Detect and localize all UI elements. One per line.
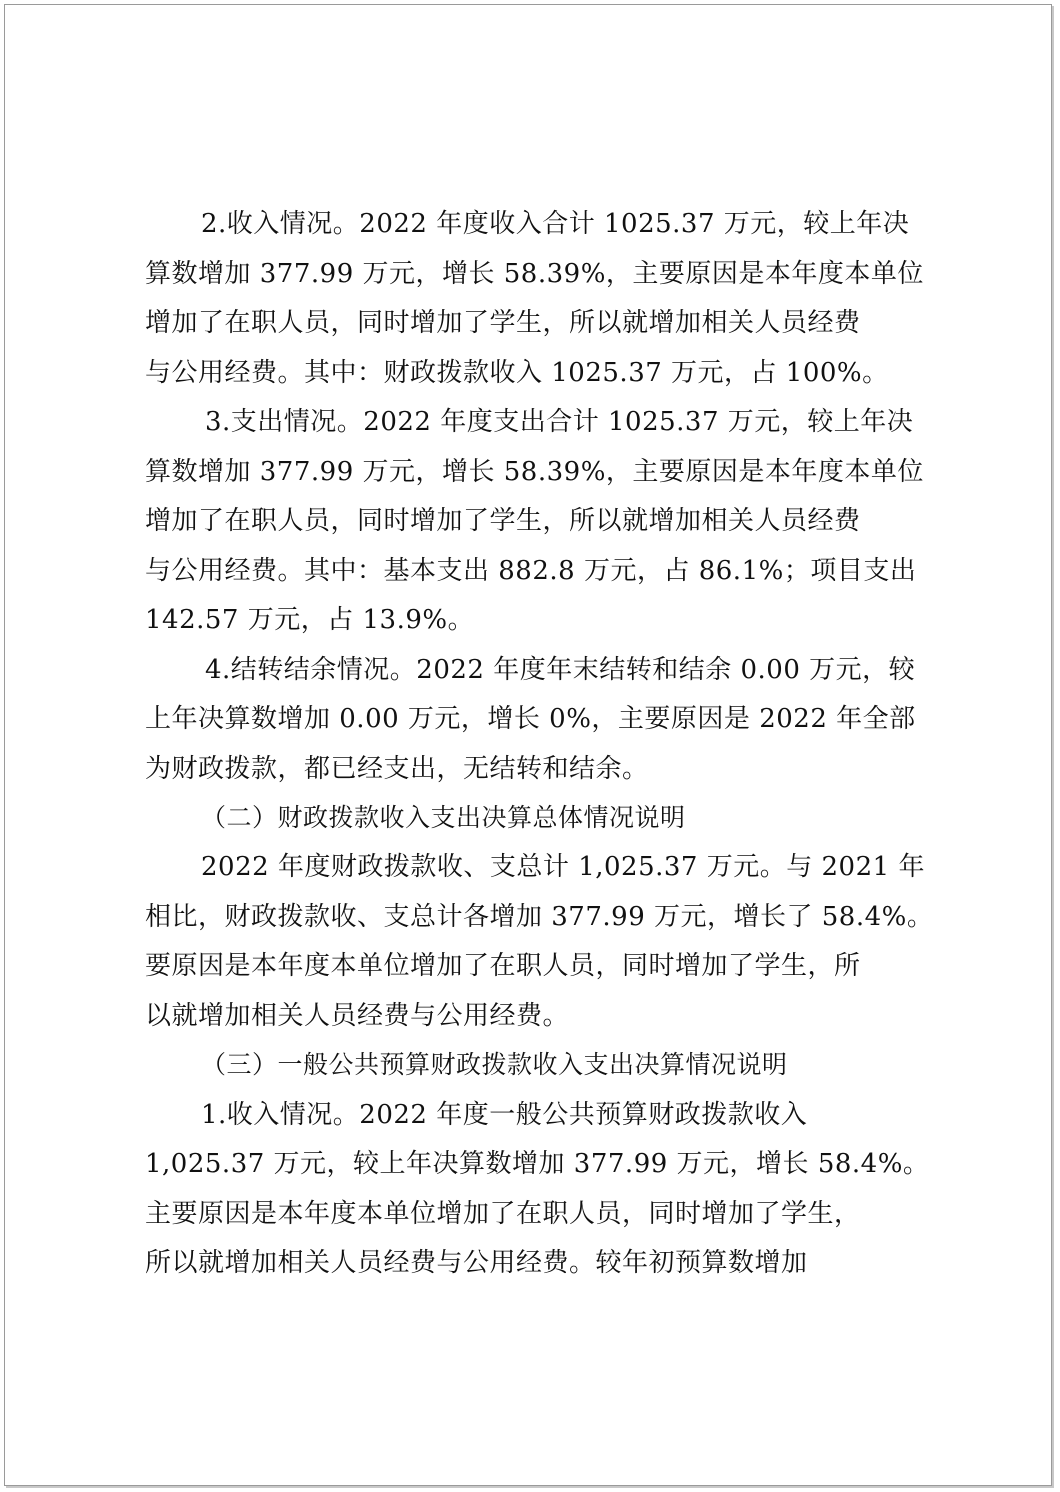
paragraph-general-budget-line-4: 所以就增加相关人员经费与公用经费。较年初预算数增加 bbox=[145, 1248, 808, 1278]
paragraph-general-budget-line-3: 主要原因是本年度本单位增加了在职人员，同时增加了学生， bbox=[145, 1199, 861, 1229]
paragraph-balance-line-2: 上年决算数增加 0.00 万元，增长 0%，主要原因是 2022 年全部 bbox=[145, 704, 916, 734]
paragraph-income-line-4: 与公用经费。其中：财政拨款收入 1025.37 万元，占 100%。 bbox=[145, 358, 889, 388]
paragraph-overall-line-3: 要原因是本年度本单位增加了在职人员，同时增加了学生，所 bbox=[145, 951, 861, 981]
paragraph-balance-line-3: 为财政拨款，都已经支出，无结转和结余。 bbox=[145, 754, 649, 784]
paragraph-overall-line-4: 以就增加相关人员经费与公用经费。 bbox=[145, 1001, 570, 1031]
paragraph-expense-line-3: 增加了在职人员，同时增加了学生，所以就增加相关人员经费 bbox=[145, 506, 861, 536]
paragraph-income-line-3: 增加了在职人员，同时增加了学生，所以就增加相关人员经费 bbox=[145, 308, 861, 338]
section-heading-3: （三）一般公共预算财政拨款收入支出决算情况说明 bbox=[201, 1050, 788, 1079]
paragraph-overall-line-1: 2022 年度财政拨款收、支总计 1,025.37 万元。与 2021 年 bbox=[201, 852, 925, 882]
section-heading-2: （二）财政拨款收入支出决算总体情况说明 bbox=[201, 803, 686, 832]
paragraph-income-line-2: 算数增加 377.99 万元，增长 58.39%，主要原因是本年度本单位 bbox=[145, 259, 924, 289]
paragraph-general-budget-line-1: 1.收入情况。2022 年度一般公共预算财政拨款收入 bbox=[201, 1100, 808, 1130]
paragraph-overall-line-2: 相比，财政拨款收、支总计各增加 377.99 万元，增长了 58.4%。 bbox=[145, 902, 934, 932]
paragraph-balance-line-1: 4.结转结余情况。2022 年度年末结转和结余 0.00 万元，较 bbox=[205, 655, 916, 685]
paragraph-expense-line-4: 与公用经费。其中：基本支出 882.8 万元，占 86.1%；项目支出 bbox=[145, 556, 917, 586]
paragraph-expense-line-5: 142.57 万元，占 13.9%。 bbox=[145, 605, 475, 635]
paragraph-general-budget-line-2: 1,025.37 万元，较上年决算数增加 377.99 万元，增长 58.4%。 bbox=[145, 1149, 930, 1179]
paragraph-expense-line-2: 算数增加 377.99 万元，增长 58.39%，主要原因是本年度本单位 bbox=[145, 457, 924, 487]
document-page bbox=[4, 4, 1052, 1486]
paragraph-income-line-1: 2.收入情况。2022 年度收入合计 1025.37 万元，较上年决 bbox=[201, 209, 910, 239]
paragraph-expense-line-1: 3.支出情况。2022 年度支出合计 1025.37 万元，较上年决 bbox=[205, 407, 914, 437]
